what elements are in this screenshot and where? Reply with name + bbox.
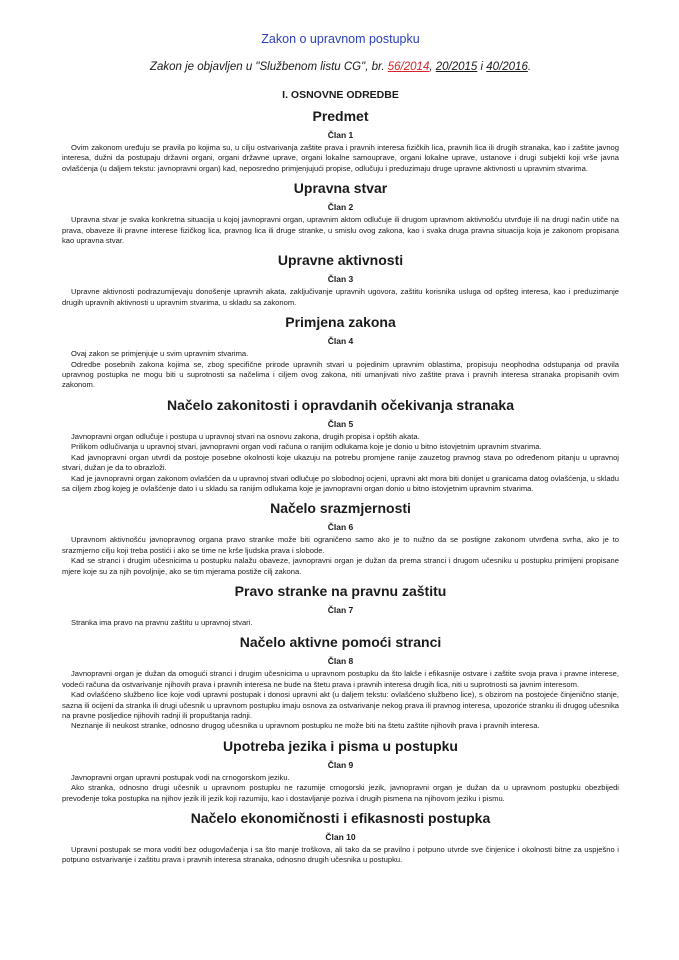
article-section <box>62 500 619 577</box>
section-heading: Pravo stranke na pravnu zaštitu <box>234 582 447 599</box>
separator: i <box>477 61 487 73</box>
article-paragraph: Upravne aktivnosti podrazumijevaju donošenje upravnih akata, zaključivanje upravnih ugovora, zaštitu korisnika usluga od opšteg interesa, kao i preduzimanje drugih upravnih aktivnosti u upravnim stvarima, u skladu sa zakonom. <box>62 287 619 307</box>
article-paragraph: Javnopravni organ upravni postupak vodi na crnogorskom jeziku. <box>71 772 290 782</box>
article-paragraph: Upravni postupak se mora voditi bez odugovlačenja i sa što manje troškova, ali tako da se pravilno i potpuno utvrde sve činjenice i okolnosti bitne za uspješno i potpuno ostvarivanje i zaštitu prava i pravnih interesa stranaka, odnosno drugih učesnika u postupku. <box>62 845 619 865</box>
article-paragraph: Stranka ima pravo na pravnu zaštitu u upravnoj stvari. <box>71 617 253 627</box>
publication-prefix: Zakon je objavljen u "Službenom listu CG", br. <box>149 61 388 73</box>
article-number: Član 2 <box>327 202 354 213</box>
part-title: I. OSNOVNE ODREDBE <box>282 89 399 101</box>
article-paragraph: Kad ovlašćeno službeno lice koje vodi upravni postupak i donosi upravni akt (u daljem tekstu: ovlašćeno službeno lice), s obzirom na postojeće činjenično stanje, sazna ili ocijeni da stranka ili drugi učesnik u upravnom postupku imaju osnova za ostvarivanje nekog prava ili pravnog interesa, upozoriće stranku ili drugog učesnika na pravne posljedice njihovih radnji ili propuštanja radnji. <box>62 690 619 720</box>
article-section <box>62 810 619 866</box>
gazette-link-2014[interactable]: 56/2014 <box>387 61 430 73</box>
separator: , <box>429 61 436 73</box>
article-number: Član 10 <box>325 832 356 842</box>
separator: . <box>527 61 532 73</box>
article-paragraph: Kad javnopravni organ utvrdi da postoje posebne okolnosti koje ukazuju na potrebu promjene ranije zauzetog pravnog stava po određenom pitanju u upravnoj stvari, dužan je da to obrazloži. <box>62 452 619 473</box>
section-heading: Načelo zakonitosti i opravdanih očekivanja stranaka <box>166 396 514 413</box>
gazette-link-2015[interactable]: 20/2015 <box>435 61 478 73</box>
section-heading: Upravna stvar <box>293 180 388 197</box>
article-section <box>62 314 619 391</box>
article-number: Član 6 <box>327 522 354 533</box>
article-number: Član 8 <box>327 656 354 667</box>
article-section <box>62 634 619 731</box>
article-section <box>62 738 619 804</box>
article-section <box>62 252 619 308</box>
article-number: Član 3 <box>327 274 354 285</box>
article-paragraph: Prilikom odlučivanja u upravnoj stvari, javnopravni organ vodi računa o ranijim odlukama koje je donio u bitno istovjetnim upravnim stvarima. <box>71 442 542 452</box>
document-title: Zakon o upravnom postupku <box>261 32 420 46</box>
section-heading: Načelo ekonomičnosti i efikasnosti postupka <box>190 810 491 826</box>
article-paragraph: Ako stranka, odnosno drugi učesnik u upravnom postupku ne razumije crnogorski jezik, javnopravni organ je dužan da u upravnom postupku obezbijedi prevođenje toka postupka na njihov jezik ili jezik koji razumiju, kao i dostavljanje poziva i drugih pismena na njihovom jeziku i pismu. <box>62 783 619 803</box>
article-paragraph: Upravna stvar je svaka konkretna situacija u kojoj javnopravni organ, upravnim aktom odlučuje ili drugom upravnom aktivnošću utvrđuje ili na drugi način utiče na prava, obaveze ili pravne interese fizičkog lica, pravnog lica ili druge stranke, u smislu ovog zakona, kao i svaka druga pravna situacija koja je zakonom propisana kao upravna stvar. <box>62 215 619 246</box>
section-heading: Upotreba jezika i pisma u postupku <box>223 737 458 754</box>
article-number: Član 9 <box>327 759 354 770</box>
section-heading: Primjena zakona <box>285 314 396 331</box>
article-number: Član 1 <box>327 130 354 140</box>
section-heading: Upravne aktivnosti <box>277 252 404 269</box>
section-heading: Načelo srazmjernosti <box>270 500 411 517</box>
article-paragraph: Odredbe posebnih zakona kojima se, zbog specifične prirode upravnih stvari u pojedinim upravnim oblastima, propisuju neophodna odstupanja od pravila upravnog postupka ne mogu biti u suprotnosti sa načelima i ciljem ovog zakona, niti umanjivati nivo zaštite prava i pravnih interesa stranaka propisanih ovim zakonom. <box>62 359 619 390</box>
article-section <box>62 583 619 628</box>
document-page <box>62 0 619 866</box>
article-section <box>62 180 619 246</box>
article-paragraph: Upravnom aktivnošću javnopravnog organa pravo stranke može biti ograničeno samo ako je to nužno da se postigne zakonom utvrđena svrha, ako je to srazmjerno cilju koji treba postići i ako se time ne krše ljudska prava i slobode. <box>62 535 619 555</box>
sections-container <box>62 108 619 866</box>
article-paragraph: Ovaj zakon se primjenjuje u svim upravnim stvarima. <box>71 349 249 359</box>
article-paragraph: Neznanje ili neukost stranke, odnosno drugog učesnika u upravnom postupku ne može biti na štetu zaštite njihovih prava i pravnih interesa. <box>71 721 540 731</box>
publication-line <box>62 60 619 75</box>
article-number: Član 7 <box>327 604 354 615</box>
article-paragraph: Kad je javnopravni organ zakonom ovlašćen da u upravnoj stvari odlučuje po slobodnoj ocjeni, upravni akt mora biti donijet u granicama datog ovlašćenja, u skladu sa ciljem zbog kojeg je ovlašćenje dato i u skladu sa ranijim odlukama koje je javnopravni organ donio u bitno istovjetnim upravnim stvarima. <box>62 473 619 493</box>
article-section <box>62 108 619 174</box>
article-paragraph: Ovim zakonom uređuju se pravila po kojima su, u cilju ostvarivanja zaštite prava i pravnih interesa fizičkih lica, pravnih lica ili drugih stranaka, kao i zaštite javnog interesa, dužni da postupaju državni organi, organi državne uprave, organi lokalne samouprave, organi lokalne uprave, ustanove i drugi subjekti koji vrše javna ovlašćenja (u daljem tekstu: javnopravni organ) kad, neposredno primjenjujući propise, odlučuju i preduzimaju druge upravne aktivnosti u upravnim stvarima. <box>62 143 619 173</box>
article-paragraph: Kad se stranci i drugim učesnicima u postupku nalažu obaveze, javnopravni organ je dužan da prema stranci i drugom učesniku u postupku primijeni propisane mjere koje su za njih povoljnije, ako se tim mjerama postiže cilj zakona. <box>62 556 619 576</box>
gazette-link-2016[interactable]: 40/2016 <box>486 61 528 73</box>
article-paragraph: Javnopravni organ je dužan da omogući stranci i drugim učesnicima u upravnom postupku da što lakše i efikasnije ostvare i zaštite svoja prava i pravne interese, vodeći računa da ostvarivanje njihovih prava i pravnih interesa ne bude na štetu prava i pravnih interesa drugih lica, niti u suprotnosti sa javnim interesom. <box>62 669 619 689</box>
section-heading: Načelo aktivne pomoći stranci <box>239 634 442 651</box>
section-heading: Predmet <box>312 108 369 124</box>
article-number: Član 5 <box>327 418 354 429</box>
article-section <box>62 397 619 494</box>
article-paragraph: Javnopravni organ odlučuje i postupa u upravnoj stvari na osnovu zakona, drugih propisa i opštih akata. <box>71 431 420 441</box>
article-number: Član 4 <box>327 336 354 347</box>
